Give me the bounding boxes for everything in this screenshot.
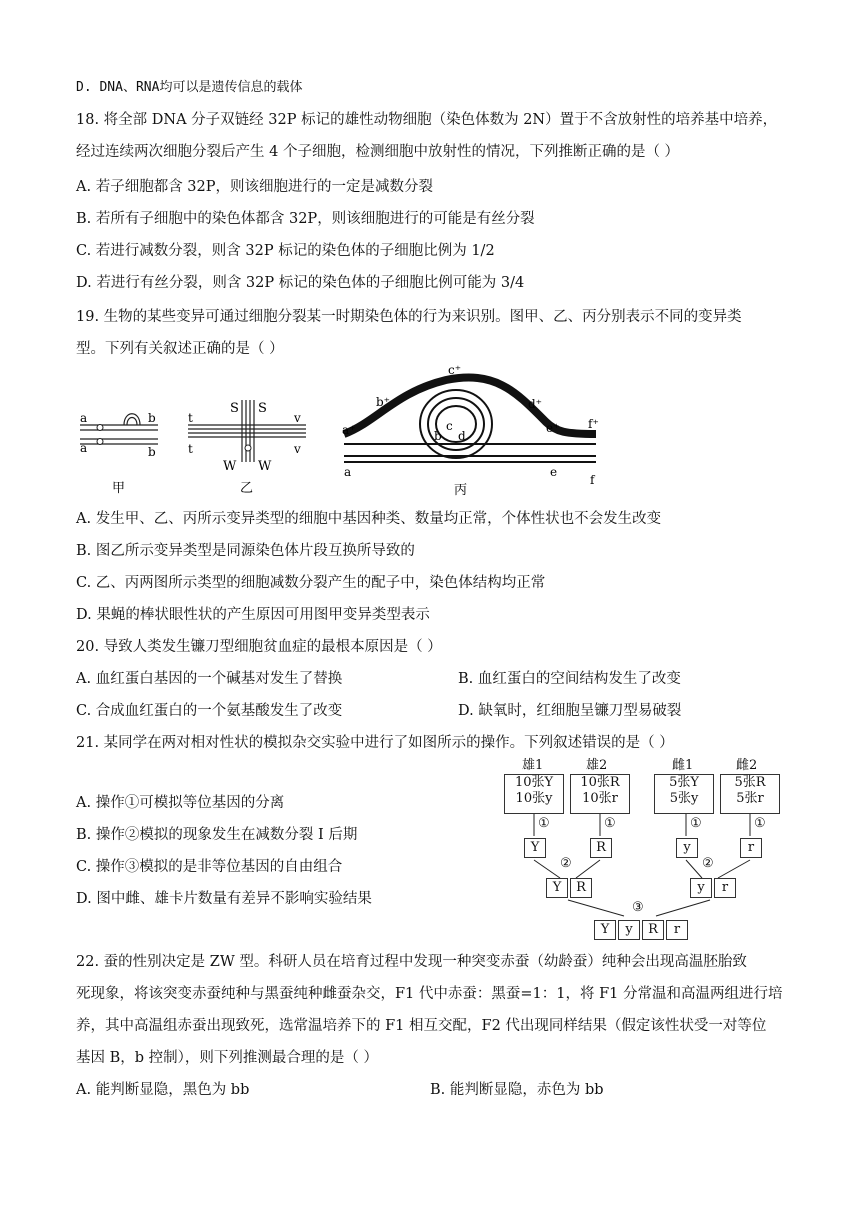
step2-mark: ② — [560, 856, 572, 871]
card-box-female-2 — [720, 774, 780, 814]
q17-option-d: D. DNA、RNA均可以是遗传信息的载体 — [76, 80, 303, 95]
svg-text:S: S — [258, 401, 267, 416]
q18-stem-line1: 18. 将全部 DNA 分子双链经 32P 标记的雄性动物细胞（染色体数为 2N）置于不含放射性的培养基中培养， — [76, 112, 778, 128]
pick-card: R — [590, 838, 612, 858]
svg-text:t: t — [188, 442, 193, 456]
q19-stem-line2: 型。下列有关叙述正确的是（ ） — [76, 341, 284, 357]
svg-text:b: b — [434, 429, 442, 443]
box-line: 10张y — [515, 791, 553, 806]
card-box-male-1 — [504, 774, 564, 814]
svg-text:b: b — [148, 411, 156, 425]
svg-text:c: c — [446, 419, 453, 433]
q19-option-b: B. 图乙所示变异类型是同源染色体片段互换所导致的 — [76, 543, 415, 559]
final-card: Y — [594, 920, 616, 940]
q22-stem-line3: 养，其中高温组赤蚕出现致死，选常温培养下的 F1 相互交配，F2 代出现同样结果（假定该性状受一对等位 — [76, 1018, 767, 1034]
box-line: 5张Y — [669, 775, 699, 790]
svg-text:d: d — [458, 429, 466, 443]
q21-option-a: A. 操作①可模拟等位基因的分离 — [76, 795, 285, 811]
card-box-male-2 — [570, 774, 630, 814]
q22-option-b: B. 能判断显隐，赤色为 bb — [430, 1082, 604, 1098]
q19-option-a: A. 发生甲、乙、丙所示变异类型的细胞中基因种类、数量均正常，个体性状也不会发生改变 — [76, 511, 662, 527]
svg-text:a⁺: a⁺ — [342, 423, 356, 437]
pair-card: R — [570, 878, 592, 898]
pair-card: r — [714, 878, 736, 898]
svg-text:a: a — [344, 465, 352, 479]
head-male-2: 雄2 — [586, 758, 608, 773]
box-line: 5张y — [669, 791, 699, 806]
q21-option-c: C. 操作③模拟的是非等位基因的自由组合 — [76, 859, 343, 875]
q21-option-d: D. 图中雌、雄卡片数量有差异不影响实验结果 — [76, 891, 372, 907]
q20-option-b: B. 血红蛋白的空间结构发生了改变 — [458, 671, 681, 687]
pick-card: r — [740, 838, 762, 858]
head-female-1: 雌1 — [672, 758, 694, 773]
final-card: R — [642, 920, 664, 940]
figure-jia — [80, 411, 158, 459]
q20-option-a: A. 血红蛋白基因的一个碱基对发生了替换 — [76, 671, 343, 687]
svg-text:b: b — [148, 445, 156, 459]
q18-option-b: B. 若所有子细胞中的染色体都含 32P，则该细胞进行的可能是有丝分裂 — [76, 211, 535, 227]
svg-text:v: v — [294, 411, 301, 425]
q18-stem-line2: 经过连续两次细胞分裂后产生 4 个子细胞，检测细胞中放射性的情况，下列推断正确的是（ ） — [76, 144, 680, 160]
q22-option-a: A. 能判断显隐，黑色为 bb — [76, 1082, 250, 1098]
label-yi: 乙 — [240, 481, 254, 496]
q20-option-c: C. 合成血红蛋白的一个氨基酸发生了改变 — [76, 703, 343, 719]
svg-text:f⁺: f⁺ — [588, 417, 599, 431]
svg-text:a: a — [80, 411, 88, 425]
step1-mark: ① — [538, 816, 550, 831]
pair-card: Y — [546, 878, 568, 898]
svg-text:S: S — [230, 401, 239, 416]
step2-mark: ② — [702, 856, 714, 871]
q22-stem-line2: 死现象，将该突变赤蚕纯种与黑蚕纯种雌蚕杂交，F1 代中赤蚕：黑蚕=1：1，将 F1 分常温和高温两组进行培 — [76, 986, 783, 1002]
box-line: 5张R — [734, 775, 766, 790]
step3-mark: ③ — [632, 900, 644, 915]
svg-text:d⁺: d⁺ — [528, 397, 543, 411]
head-male-1: 雄1 — [522, 758, 544, 773]
svg-text:W: W — [258, 459, 272, 474]
card-box-female-1 — [654, 774, 714, 814]
svg-text:f: f — [590, 473, 595, 487]
svg-text:v: v — [294, 442, 301, 456]
label-jia: 甲 — [112, 481, 126, 496]
step1-mark: ① — [754, 816, 766, 831]
box-line: 10张R — [580, 775, 620, 790]
head-female-2: 雌2 — [736, 758, 758, 773]
svg-text:c⁺: c⁺ — [448, 363, 462, 377]
pick-card: Y — [524, 838, 546, 858]
q20-option-d: D. 缺氧时，红细胞呈镰刀型易破裂 — [458, 703, 682, 719]
q22-stem-line1: 22. 蚕的性别决定是 ZW 型。科研人员在培育过程中发现一种突变赤蚕（幼龄蚕）纯种会出现高温胚胎致 — [76, 954, 747, 970]
step1-mark: ① — [604, 816, 616, 831]
box-line: 10张Y — [514, 775, 554, 790]
svg-text:b⁺: b⁺ — [376, 395, 391, 409]
q19-chromosome-figure — [76, 362, 616, 500]
svg-text:e⁺: e⁺ — [546, 421, 560, 435]
label-bing: 丙 — [454, 483, 468, 498]
q19-option-d: D. 果蝇的棒状眼性状的产生原因可用图甲变异类型表示 — [76, 607, 430, 623]
svg-text:a: a — [80, 441, 88, 455]
step1-mark: ① — [690, 816, 702, 831]
box-line: 5张r — [736, 791, 764, 806]
q21-simulation-figure — [500, 754, 790, 946]
q19-stem-line1: 19. 生物的某些变异可通过细胞分裂某一时期染色体的行为来识别。图甲、乙、丙分别表示不同的变异类 — [76, 309, 742, 325]
q20-stem: 20. 导致人类发生镰刀型细胞贫血症的最根本原因是（ ） — [76, 639, 442, 655]
q18-option-d: D. 若进行有丝分裂，则含 32P 标记的染色体的子细胞比例可能为 3/4 — [76, 275, 525, 291]
svg-text:W: W — [223, 459, 237, 474]
final-card: y — [618, 920, 640, 940]
final-card: r — [666, 920, 688, 940]
q18-option-c: C. 若进行减数分裂，则含 32P 标记的染色体的子细胞比例为 1/2 — [76, 243, 495, 259]
svg-text:e: e — [550, 465, 558, 479]
figure-yi — [188, 400, 306, 474]
q19-option-c: C. 乙、丙两图所示类型的细胞减数分裂产生的配子中，染色体结构均正常 — [76, 575, 546, 591]
q21-option-b: B. 操作②模拟的现象发生在减数分裂 I 后期 — [76, 827, 358, 843]
pick-card: y — [676, 838, 698, 858]
box-line: 10张r — [582, 791, 618, 806]
q21-stem: 21. 某同学在两对相对性状的模拟杂交实验中进行了如图所示的操作。下列叙述错误的是（ ） — [76, 735, 674, 751]
pair-card: y — [690, 878, 712, 898]
q22-stem-line4: 基因 B，b 控制），则下列推测最合理的是（ ） — [76, 1050, 379, 1066]
svg-text:t: t — [188, 411, 193, 425]
figure-bing — [342, 363, 599, 487]
q18-option-a: A. 若子细胞都含 32P，则该细胞进行的一定是减数分裂 — [76, 179, 434, 195]
